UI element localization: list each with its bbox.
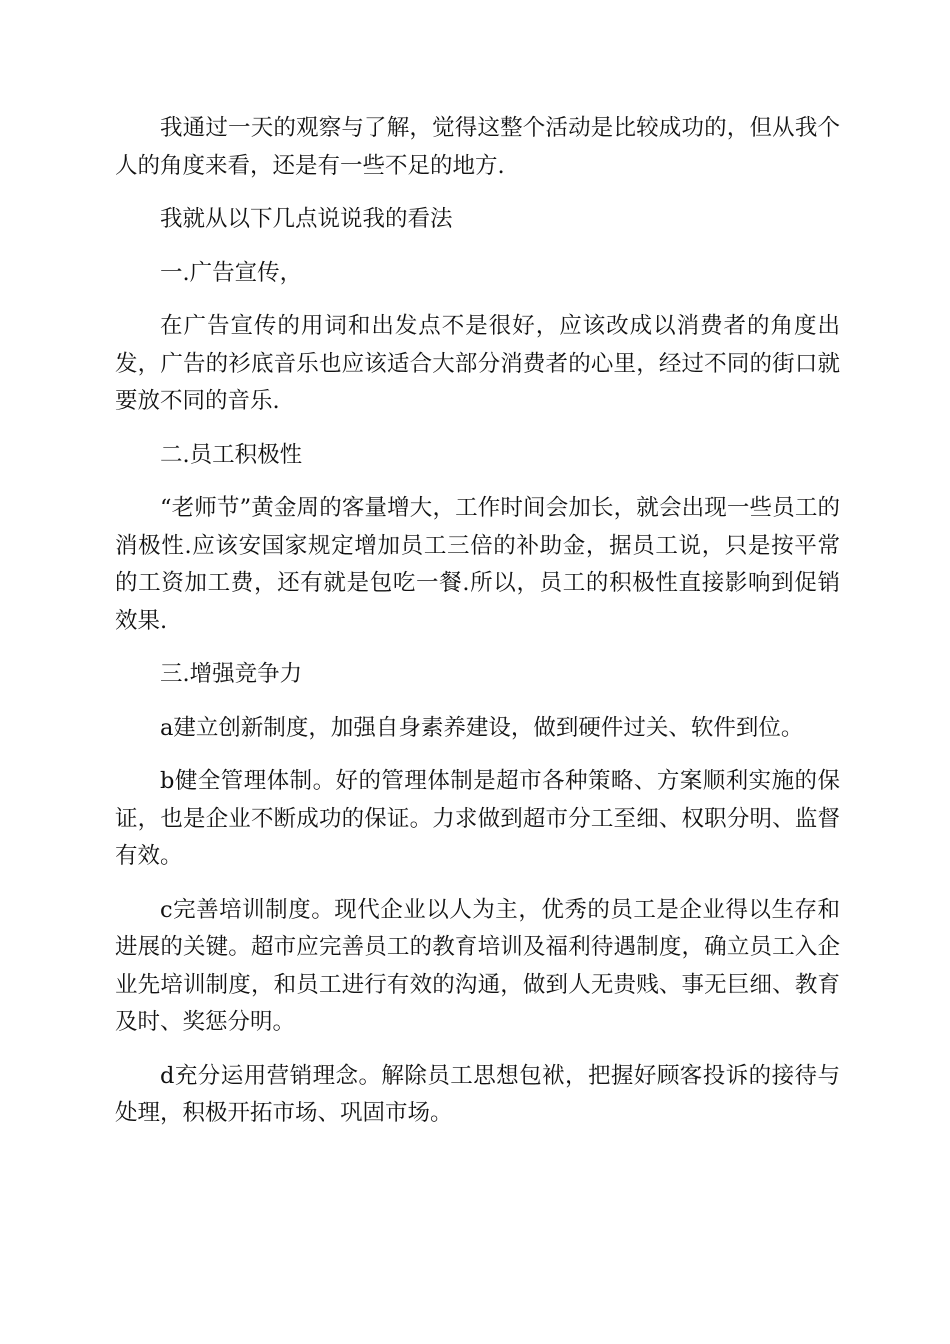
section-heading-staff-motivation: 二.员工积极性 xyxy=(160,441,303,468)
document-page xyxy=(115,110,840,1149)
staff-motivation-paragraph: “老师节”黄金周的客量增大，工作时间会加长，就会出现一些员工的消极性.应该安国家规定增加员工三倍的补助金，据员工说，只是按平常的工资加工费，还有就是包吃一餐.所以，员工的积极性直接影响到促销效果. xyxy=(115,495,840,634)
list-item-c: c完善培训制度。现代企业以人为主，优秀的员工是企业得以生存和进展的关键。超市应完善员工的教育培训及福利待遇制度，确立员工入企业先培训制度，和员工进行有效的沟通，做到人无贵贱、事无巨细、教育及时、奖惩分明。 xyxy=(115,896,840,1035)
advertising-paragraph: 在广告宣传的用词和出发点不是很好，应该改成以消费者的角度出发，广告的衫底音乐也应该适合大部分消费者的心里，经过不同的街口就要放不同的音乐. xyxy=(115,313,840,414)
section-heading-competitiveness: 三.增强竞争力 xyxy=(160,661,303,687)
transition-paragraph: 我就从以下几点说说我的看法 xyxy=(160,206,453,232)
section-heading-advertising: 一.广告宣传， xyxy=(160,259,303,286)
intro-paragraph: 我通过一天的观察与了解，觉得这整个活动是比较成功的，但从我个人的角度来看，还是有一些不足的地方. xyxy=(115,115,840,179)
list-item-a: a建立创新制度，加强自身素养建设，做到硬件过关、软件到位。 xyxy=(160,714,804,741)
list-item-b: b健全管理体制。好的管理体制是超市各种策略、方案顺利实施的保证，也是企业不断成功的保证。力求做到超市分工至细、权职分明、监督有效。 xyxy=(115,768,840,869)
list-item-d: d充分运用营销理念。解除员工思想包袱，把握好顾客投诉的接待与处理，积极开拓市场、巩固市场。 xyxy=(115,1062,840,1126)
